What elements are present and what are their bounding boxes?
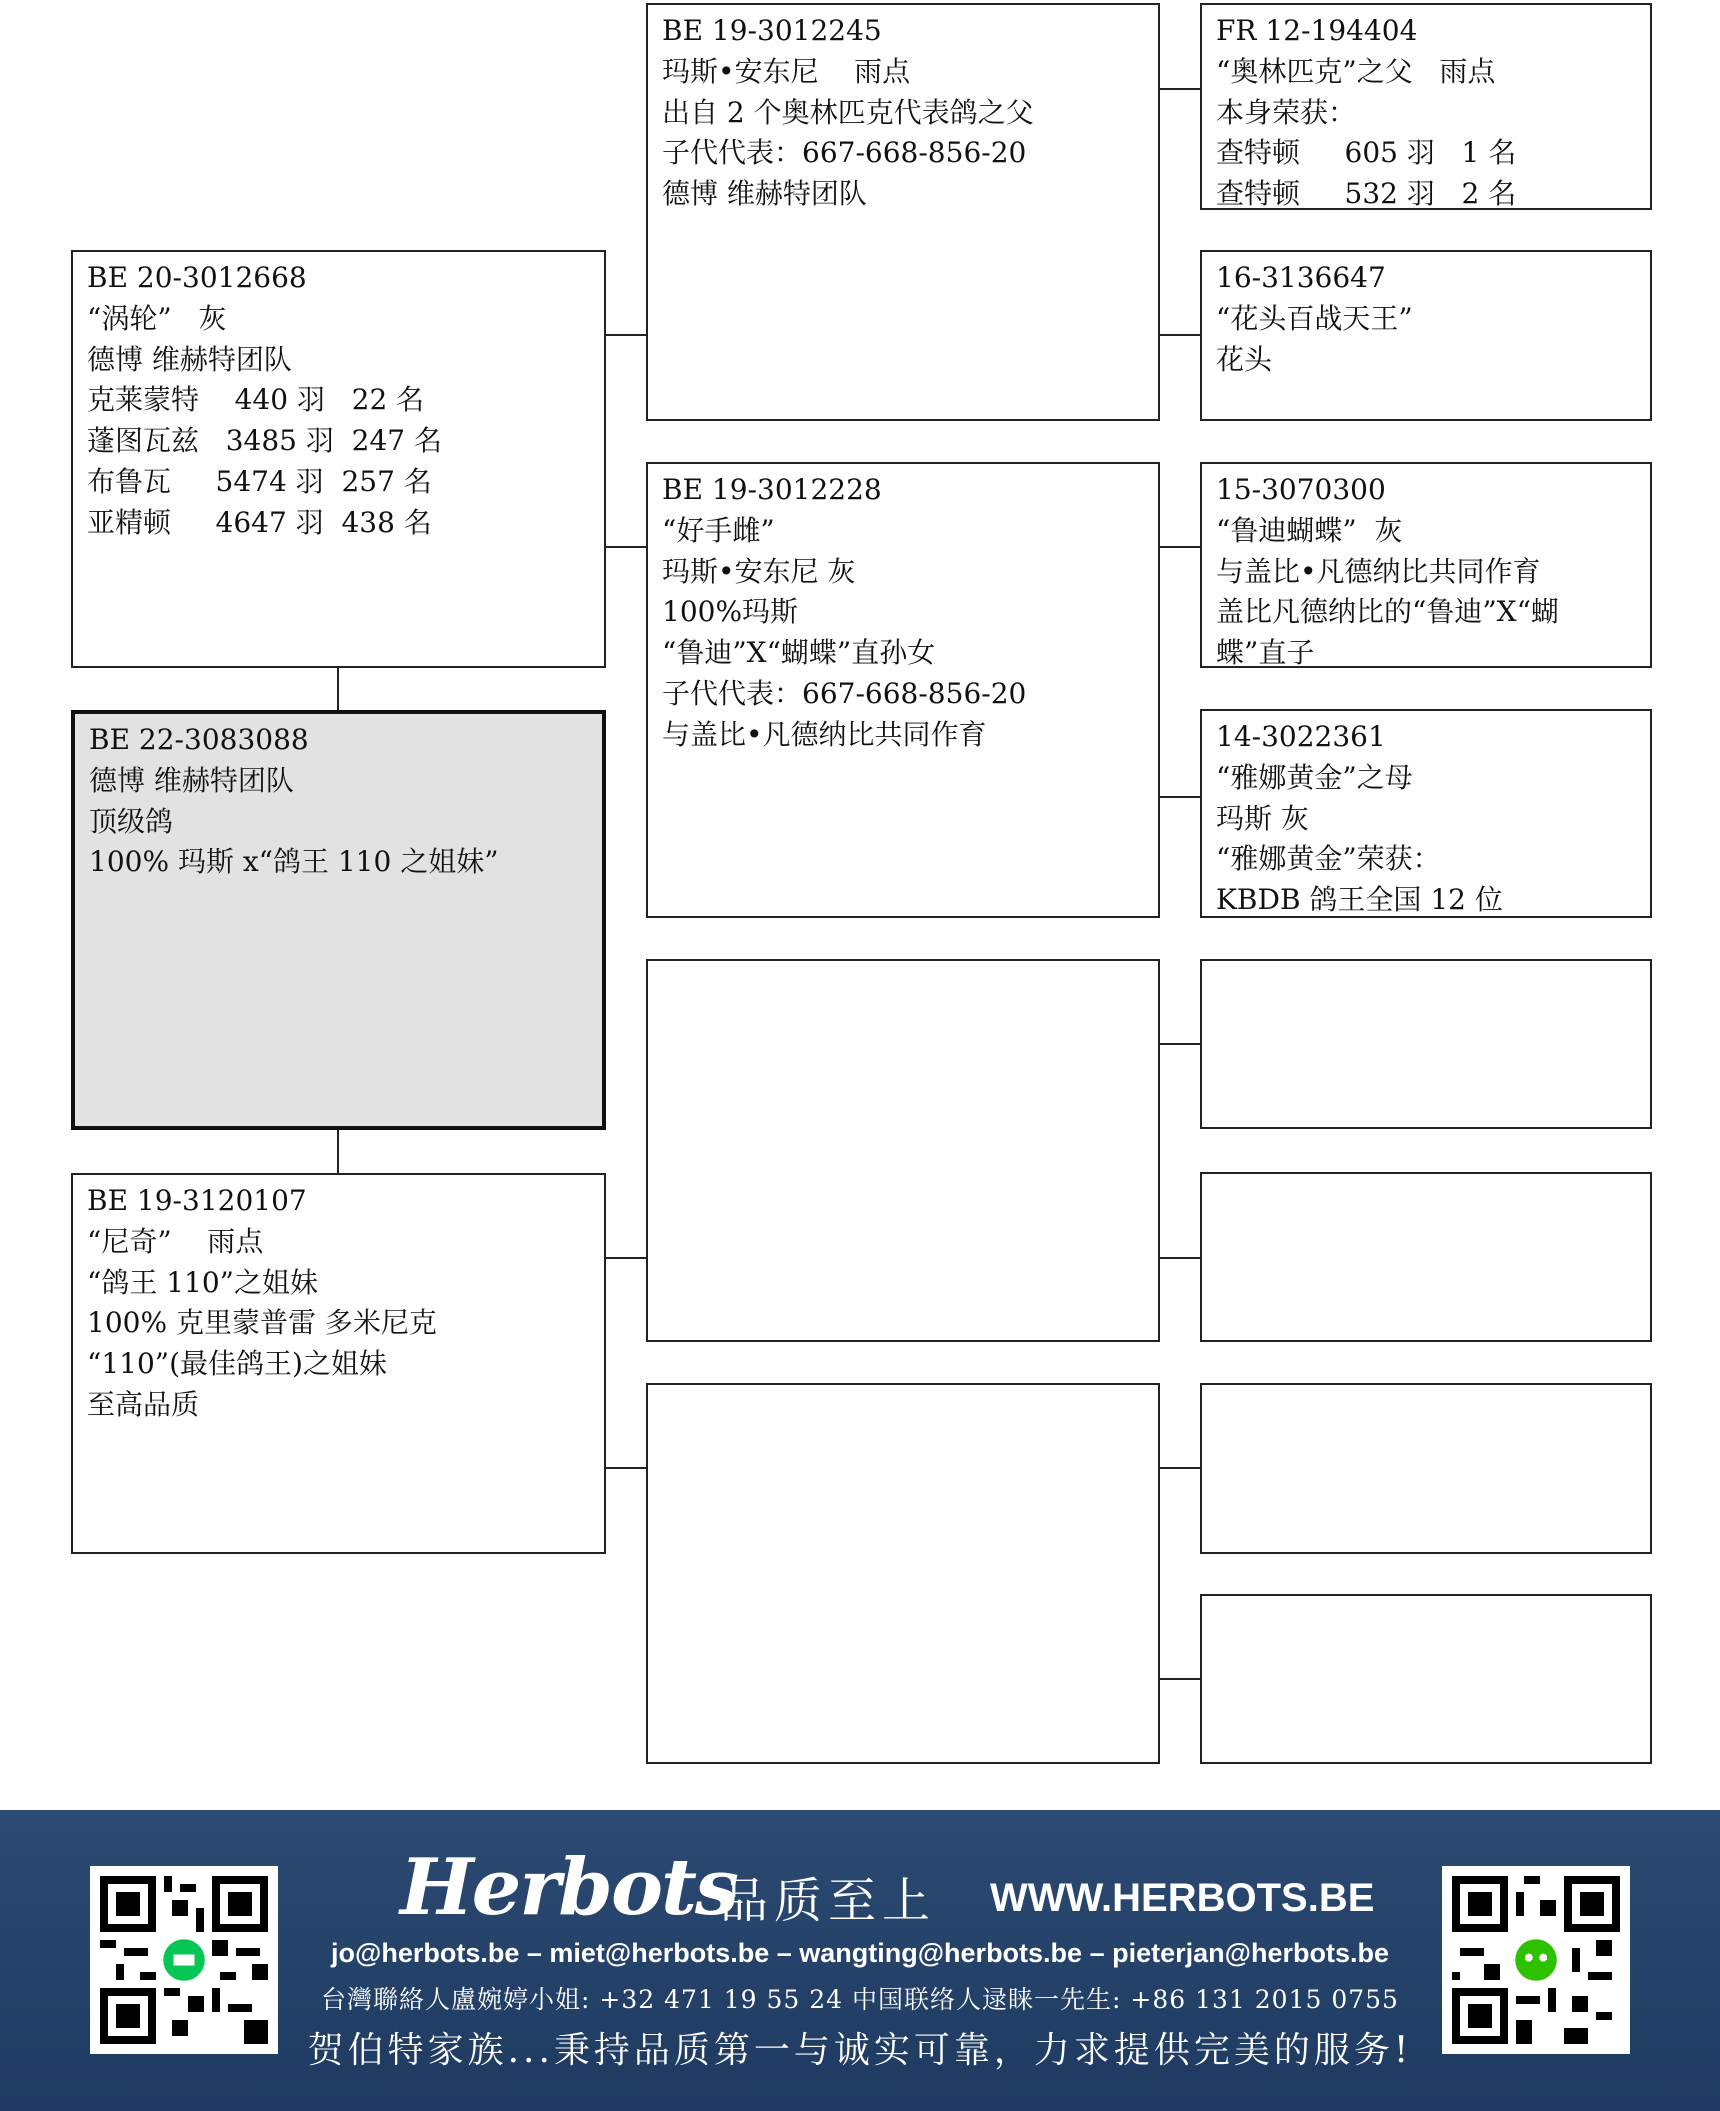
pedigree-line: 克莱蒙特 440 羽 22 名 [87, 383, 425, 417]
pedigree-line: “雅娜黄金”荣获： [1216, 842, 1441, 876]
sire-sire-sire-box [1200, 3, 1652, 210]
pedigree-line: “鸽王 110”之姐妹 [87, 1265, 318, 1299]
sire-dam-sire-box [1200, 462, 1652, 668]
pedigree-line: BE 20-3012668 [87, 261, 307, 294]
pedigree-line: 与盖比•凡德纳比共同作育 [1216, 554, 1541, 588]
pedigree-line: KBDB 鸽王全国 12 位 [1216, 883, 1503, 917]
pedigree-line: BE 22-3083088 [89, 723, 309, 756]
herbots-logo: Herbots [400, 1842, 737, 1933]
connector-c2-4a [1160, 1467, 1200, 1469]
connector-c2-3a [1160, 1043, 1200, 1045]
qr-code-right[interactable] [1442, 1866, 1630, 2054]
pedigree-line: “鲁迪蝴蝶” 灰 [1216, 513, 1403, 547]
connector-dam-to-dam-sire [606, 1257, 646, 1259]
connector-c2-1a [1160, 88, 1200, 90]
pedigree-line: 14-3022361 [1216, 720, 1386, 753]
pedigree-line: 亚精顿 4647 羽 438 名 [87, 505, 432, 539]
wechat-qr-icon [1452, 1876, 1620, 2044]
connector-c2-2a [1160, 546, 1200, 548]
pedigree-line: “涡轮” 灰 [87, 301, 227, 335]
pedigree-line: 16-3136647 [1216, 261, 1386, 294]
connector-sire-subject [337, 668, 339, 710]
email-addresses[interactable]: jo@herbots.be – miet@herbots.be – wangting@herbots.be – pieterjan@herbots.be [331, 1938, 1389, 1968]
pedigree-line: 与盖比•凡德纳比共同作育 [662, 717, 987, 751]
dam-box [71, 1173, 606, 1554]
brand-row [400, 1842, 1375, 1933]
pedigree-line: 德博 维赫特团队 [89, 763, 294, 797]
pedigree-line: 出自 2 个奥林匹克代表鸽之父 [662, 95, 1034, 129]
sire-box [71, 250, 606, 668]
pedigree-line: “好手雌” [662, 513, 775, 547]
connector-c2-4b [1160, 1678, 1200, 1680]
contact-phones: 台灣聯絡人盧婉婷小姐: +32 471 19 55 24 中国联络人逯睐一先生: +86 131 2015 0755 [321, 1985, 1399, 2014]
pedigree-line: FR 12-194404 [1216, 14, 1418, 47]
connector-dam-to-dam-dam [606, 1467, 646, 1469]
pedigree-line: 顶级鸽 [89, 804, 174, 838]
pedigree-line: 布鲁瓦 5474 羽 257 名 [87, 464, 432, 498]
connector-c2-2b [1160, 796, 1200, 798]
sire-sire-box [646, 3, 1160, 421]
pedigree-line: 玛斯•安东尼 灰 [662, 554, 856, 588]
connector-subject-dam [337, 1130, 339, 1173]
connector-c2-1b [1160, 334, 1200, 336]
pedigree-line: 花头 [1216, 342, 1273, 376]
website-link[interactable]: WWW.HERBOTS.BE [990, 1876, 1375, 1920]
pedigree-line: 100% 玛斯 x“鸽王 110 之姐妹” [89, 845, 499, 879]
pedigree-line: “110”(最佳鸽王)之姐妹 [87, 1347, 387, 1381]
pedigree-line: 15-3070300 [1216, 473, 1386, 506]
pedigree-line: “花头百战天王” [1216, 301, 1413, 335]
pedigree-line: “鲁迪”X“蝴蝶”直孙女 [662, 636, 936, 670]
sire-dam-box [646, 462, 1160, 918]
pedigree-line: 100% 克里蒙普雷 多米尼克 [87, 1306, 437, 1340]
pedigree-line: 玛斯•安东尼 雨点 [662, 54, 911, 88]
pedigree-line: 玛斯 灰 [1216, 801, 1309, 835]
dam-sire-box [646, 959, 1160, 1342]
sire-sire-dam-box [1200, 250, 1652, 421]
pedigree-line: 本身荣获： [1216, 95, 1357, 129]
sire-dam-dam-box [1200, 709, 1652, 918]
pedigree-line: 查特顿 605 羽 1 名 [1216, 136, 1517, 170]
pedigree-line: 蝶”直子 [1216, 636, 1315, 668]
dam-dam-box [646, 1383, 1160, 1764]
connector-sire-to-sire-dam [606, 546, 646, 548]
pedigree-line: “尼奇” 雨点 [87, 1224, 264, 1258]
pedigree-line: 盖比凡德纳比的“鲁迪”X“蝴 [1216, 595, 1559, 629]
pedigree-line: BE 19-3012245 [662, 14, 882, 47]
company-motto: 贺伯特家族...秉持品质第一与诚实可靠，力求提供完美的服务! [307, 2030, 1413, 2071]
dam-dam-sire-box [1200, 1383, 1652, 1554]
connector-c2-3b [1160, 1257, 1200, 1259]
pedigree-line: BE 19-3012228 [662, 473, 882, 506]
dam-sire-sire-box [1200, 959, 1652, 1129]
pedigree-line: 至高品质 [87, 1387, 200, 1421]
footer-banner [0, 1810, 1720, 2111]
pedigree-line: 德博 维赫特团队 [662, 177, 867, 211]
pedigree-line: 蓬图瓦兹 3485 羽 247 名 [87, 424, 443, 458]
connector-sire-to-sire-sire [606, 334, 646, 336]
pedigree-line: 德博 维赫特团队 [87, 342, 292, 376]
brand-slogan: 品质至上 [720, 1873, 937, 1929]
pedigree-line: “奥林匹克”之父 雨点 [1216, 54, 1496, 88]
pedigree-line: 100%玛斯 [662, 595, 799, 629]
pedigree-line: “雅娜黄金”之母 [1216, 760, 1413, 794]
pedigree-line: 查特顿 532 羽 2 名 [1216, 177, 1517, 210]
pedigree-line: 子代代表：667-668-856-20 [662, 676, 1027, 710]
pedigree-line: BE 19-3120107 [87, 1184, 307, 1217]
dam-sire-dam-box [1200, 1172, 1652, 1342]
pedigree-line: 子代代表：667-668-856-20 [662, 136, 1027, 170]
dam-dam-dam-box [1200, 1594, 1652, 1764]
subject-box [71, 710, 606, 1130]
